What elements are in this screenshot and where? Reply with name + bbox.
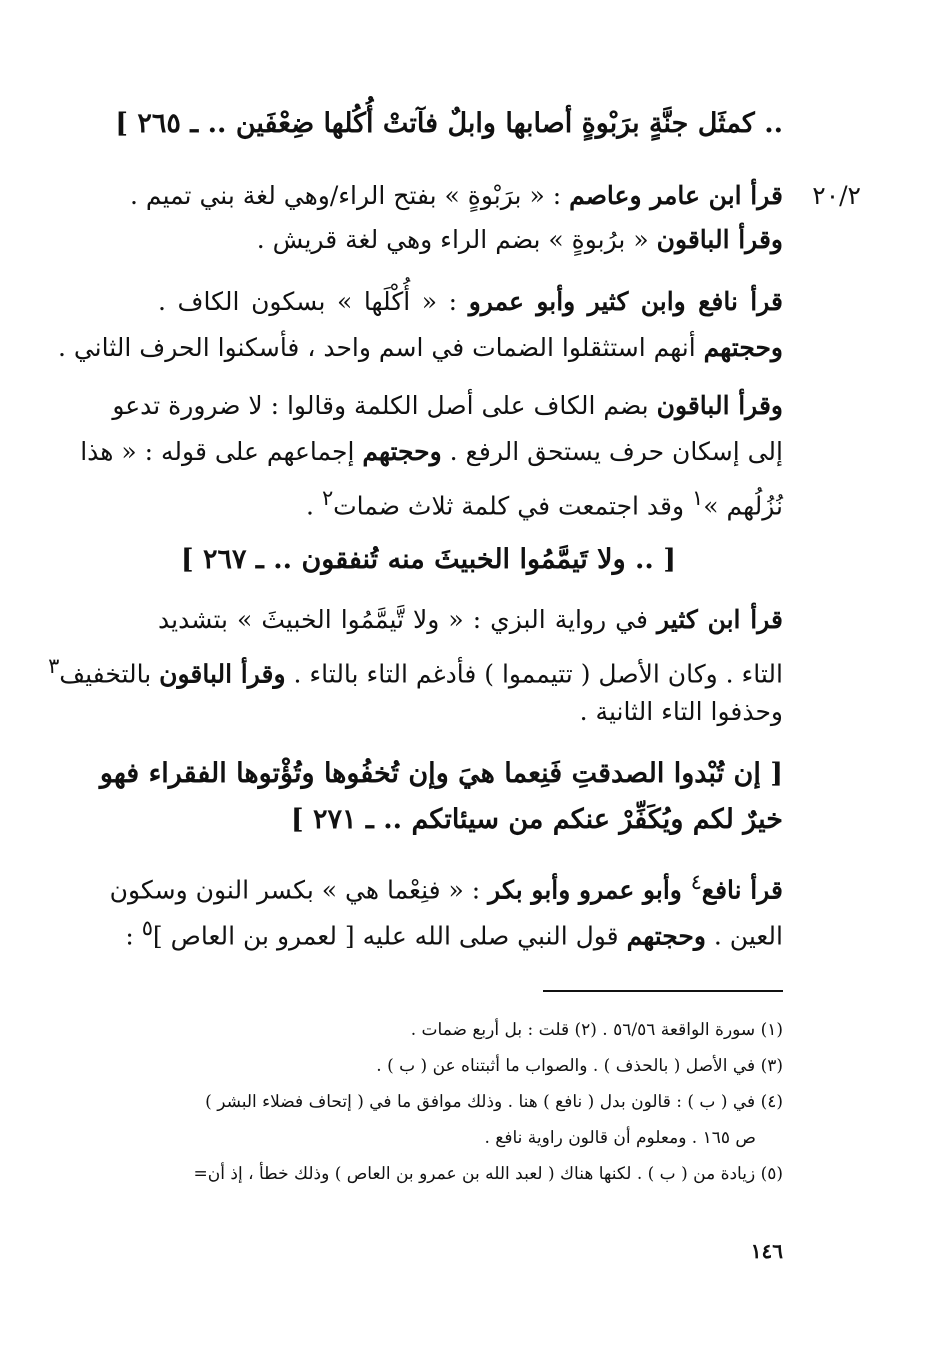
- para3-line1: [112, 386, 783, 426]
- para4-line1: [158, 600, 783, 640]
- para1-line1: [130, 176, 783, 216]
- para4-line3: [158, 692, 783, 732]
- text-run: أنهم استثقلوا الضمات في اسم واحد ، فأسكنوا الحرف الثاني .: [57, 333, 704, 362]
- argument-label: وحجتهم: [362, 437, 442, 466]
- text-run: : « فنِعْما هي » بكسر النون وسكون: [109, 875, 489, 905]
- verse-271-line2: خيرٌ لكم ويُكَفِّرْ عنكم من سيئاتكم .. ـ ٢٧١ ]: [290, 804, 783, 835]
- footnote-marker: ١: [692, 486, 704, 510]
- verse-265: .. كمثَل جنَّةٍ برَبْوةٍ أصابها وابلٌ فآتتْ أُكُلها ضِعْفَين .. ـ ٢٦٥ ]: [115, 108, 783, 139]
- text-run: العين .: [705, 921, 783, 951]
- para3-line2: [80, 432, 783, 472]
- para3-line3: [158, 478, 783, 521]
- reader-names: قرأ ابن كثير: [657, 605, 783, 634]
- para5-line1: [109, 862, 783, 905]
- para2-line1: [158, 282, 783, 322]
- footnote-5: (٥) زيادة من ( ب ) . لكنها هناك ( لعبد الله بن عمرو بن العاص ) وذلك خطأ ، إذ أن=: [193, 1164, 783, 1184]
- footnote-3: (٣) في الأصل ( بالحذف ) . والصواب ما أثبتناه عن ( ب ) .: [376, 1056, 783, 1076]
- text-run: في رواية البزي : « ولا تَّيمَّمُوا الخبيثَ » بتشديد: [158, 605, 657, 634]
- argument-label: وحجتهم: [703, 333, 783, 362]
- text-run: إجماعهم على قوله : « هذا: [80, 437, 363, 466]
- text-run: :: [125, 921, 142, 951]
- para1-line2: [158, 220, 783, 260]
- footnote-separator: [543, 990, 783, 992]
- footnote-marker: ٥: [141, 916, 153, 940]
- text-run: نُزُلُهم »: [703, 491, 783, 521]
- text-run: .: [306, 491, 322, 521]
- text-run: قول النبي صلى الله عليه [ لعمرو بن العاص ]: [152, 921, 627, 951]
- margin-reference: ٢٠/٢: [812, 181, 861, 210]
- para5-line2: [125, 908, 783, 951]
- argument-label: وحجتهم: [626, 921, 706, 951]
- reader-names: وقرأ الباقون: [656, 391, 783, 420]
- para2-line2: [57, 328, 783, 368]
- footnote-4: (٤) في ( ب ) : قالون بدل ( نافع ) هنا . وذلك موافق ما في ( إتحاف فضلاء البشر ): [205, 1092, 783, 1112]
- reader-names: وقرأ الباقون: [656, 225, 783, 254]
- text-run: : « برَبْوةٍ » بفتح الراء/وهي لغة بني تميم .: [130, 181, 570, 210]
- reader-names: وقرأ الباقون: [159, 659, 286, 689]
- text-run: وحذفوا التاء الثانية .: [579, 697, 783, 726]
- footnote-marker: ٤: [690, 870, 702, 894]
- page-number: ١٤٦: [750, 1239, 783, 1263]
- text-run: التاء . وكان الأصل ( تتيمموا ) فأدغم التاء بالتاء .: [285, 659, 783, 689]
- footnote-marker: ٢: [321, 486, 334, 510]
- reader-names: قرأ نافع: [701, 875, 783, 905]
- footnote-marker: ٣: [48, 654, 60, 678]
- text-run: إلى إسكان حرف يستحق الرفع .: [441, 437, 783, 466]
- text-run: بضم الكاف على أصل الكلمة وقالوا : لا ضرورة تدعو: [112, 391, 657, 420]
- verse-267: [ .. ولا تَيمَّمُوا الخبيثَ منه تُنفقون .. ـ ٢٦٧ ]: [180, 544, 676, 575]
- reader-names: قرأ نافع وابن كثير وأبو عمرو: [468, 287, 783, 316]
- text-run: : « أُكْلَها » بسكون الكاف .: [158, 287, 469, 316]
- footnote-1-2: (١) سورة الواقعة ٥٦/٥٦ . (٢) قلت : بل أربع ضمات .: [410, 1020, 783, 1040]
- footnote-4-continued: ص ١٦٥ . ومعلوم أن قالون راوية نافع .: [484, 1128, 756, 1148]
- para4-line2: [48, 646, 783, 689]
- text-run: بالتخفيف: [59, 659, 160, 689]
- reader-names: قرأ ابن عامر وعاصم: [569, 181, 783, 210]
- reader-names: وأبو عمرو وأبو بكر: [488, 875, 691, 905]
- text-run: وقد اجتمعت في كلمة ثلاث ضمات: [333, 491, 693, 521]
- text-run: « برُبوةٍ » بضم الراء وهي لغة قريش .: [256, 225, 657, 254]
- verse-271-line1: [ إن تُبْدوا الصدقتِ فَنِعما هيَ وإن تُخفُوها وتُؤْتوها الفقراء فهو: [99, 758, 783, 789]
